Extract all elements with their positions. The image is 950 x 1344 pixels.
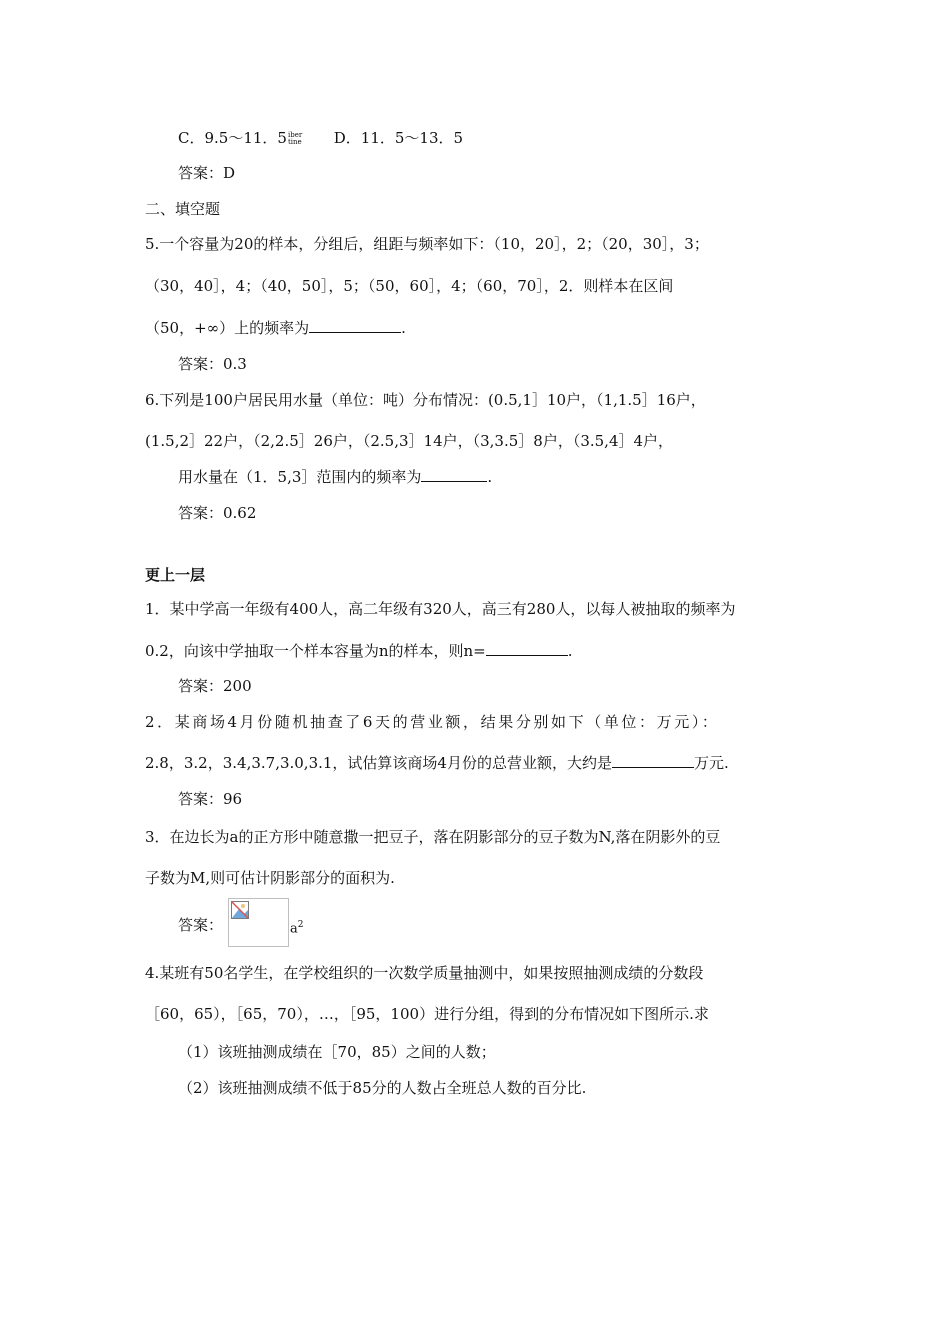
question-5-line-1: 5.一个容量为20的样本，分组后，组距与频率如下：（10，20］，2；（20，30］，3； bbox=[145, 235, 709, 253]
choice-d: D．11．5～13．5 bbox=[333, 129, 464, 147]
question-3-line-1: 3．在边长为a的正方形中随意撒一把豆子，落在阴影部分的豆子数为N,落在阴影外的豆 bbox=[145, 828, 721, 846]
question-6-line-3: 用水量在（1．5,3］范围内的频率为 . bbox=[178, 468, 493, 486]
answer-line: 答案：96 bbox=[178, 790, 243, 808]
answer-blank bbox=[421, 467, 487, 482]
answer-line: 答案：0.62 bbox=[178, 504, 257, 522]
section-heading: 更上一层 bbox=[145, 566, 206, 584]
answer-blank bbox=[309, 318, 401, 333]
answer-label: 答案： bbox=[178, 916, 224, 934]
question-5-line-3: （50，+∞）上的频率为 . bbox=[145, 319, 406, 337]
question-6-line-1: 6.下列是100户居民用水量（单位：吨）分布情况：(0.5,1］10户，（1,1.5］16户， bbox=[145, 391, 706, 409]
question-6-line-2: (1.5,2］22户，（2,2.5］26户，（2.5,3］14户，（3,3.5］8户，（3.5,4］4户， bbox=[145, 432, 674, 450]
question-4-line-1: 4.某班有50名学生，在学校组织的一次数学质量抽测中，如果按照抽测成绩的分数段 bbox=[145, 964, 704, 982]
answer-formula: $a^2$ bbox=[290, 920, 304, 937]
answer-line: 答案：D bbox=[178, 164, 236, 182]
broken-image-placeholder bbox=[228, 898, 289, 947]
section-heading: 二、填空题 bbox=[145, 200, 221, 218]
question-4-line-2: ［60，65），［65，70），…，［95，100）进行分组，得到的分布情况如下图所示.求 bbox=[145, 1005, 709, 1023]
subscript-glyph: iber tine bbox=[287, 131, 303, 146]
question-5-line-2: （30，40］，4；（40，50］，5；（50，60］，4；（60，70］，2．则样本在区间 bbox=[145, 277, 674, 295]
broken-image-icon bbox=[231, 901, 249, 919]
answer-line: 答案：0.3 bbox=[178, 355, 247, 373]
question-4-part-1: （1）该班抽测成绩在［70，85）之间的人数； bbox=[178, 1043, 496, 1061]
question-2-line-2: 2.8，3.2，3.4,3.7,3.0,3.1，试估算该商场4月份的总营业额，大约是 万元. bbox=[145, 754, 729, 772]
answer-line: 答案：200 bbox=[178, 677, 252, 695]
choice-c: C．9.5～11．5 bbox=[178, 129, 287, 147]
question-2-line-1: 2．某商场4月份随机抽查了6天的营业额，结果分别如下（单位：万元）： bbox=[145, 713, 720, 731]
question-1-line-2: 0.2，向该中学抽取一个样本容量为n的样本，则n= . bbox=[145, 642, 573, 660]
question-3-line-2: 子数为M,则可估计阴影部分的面积为. bbox=[145, 869, 395, 887]
question-1-line-1: 1．某中学高一年级有400人，高二年级有320人，高三有280人，以每人被抽取的频率为 bbox=[145, 600, 736, 618]
question-4-part-2: （2）该班抽测成绩不低于85分的人数占全班总人数的百分比. bbox=[178, 1079, 587, 1097]
answer-blank bbox=[612, 753, 694, 768]
answer-blank bbox=[486, 641, 568, 656]
choice-c-d-line bbox=[178, 128, 463, 148]
